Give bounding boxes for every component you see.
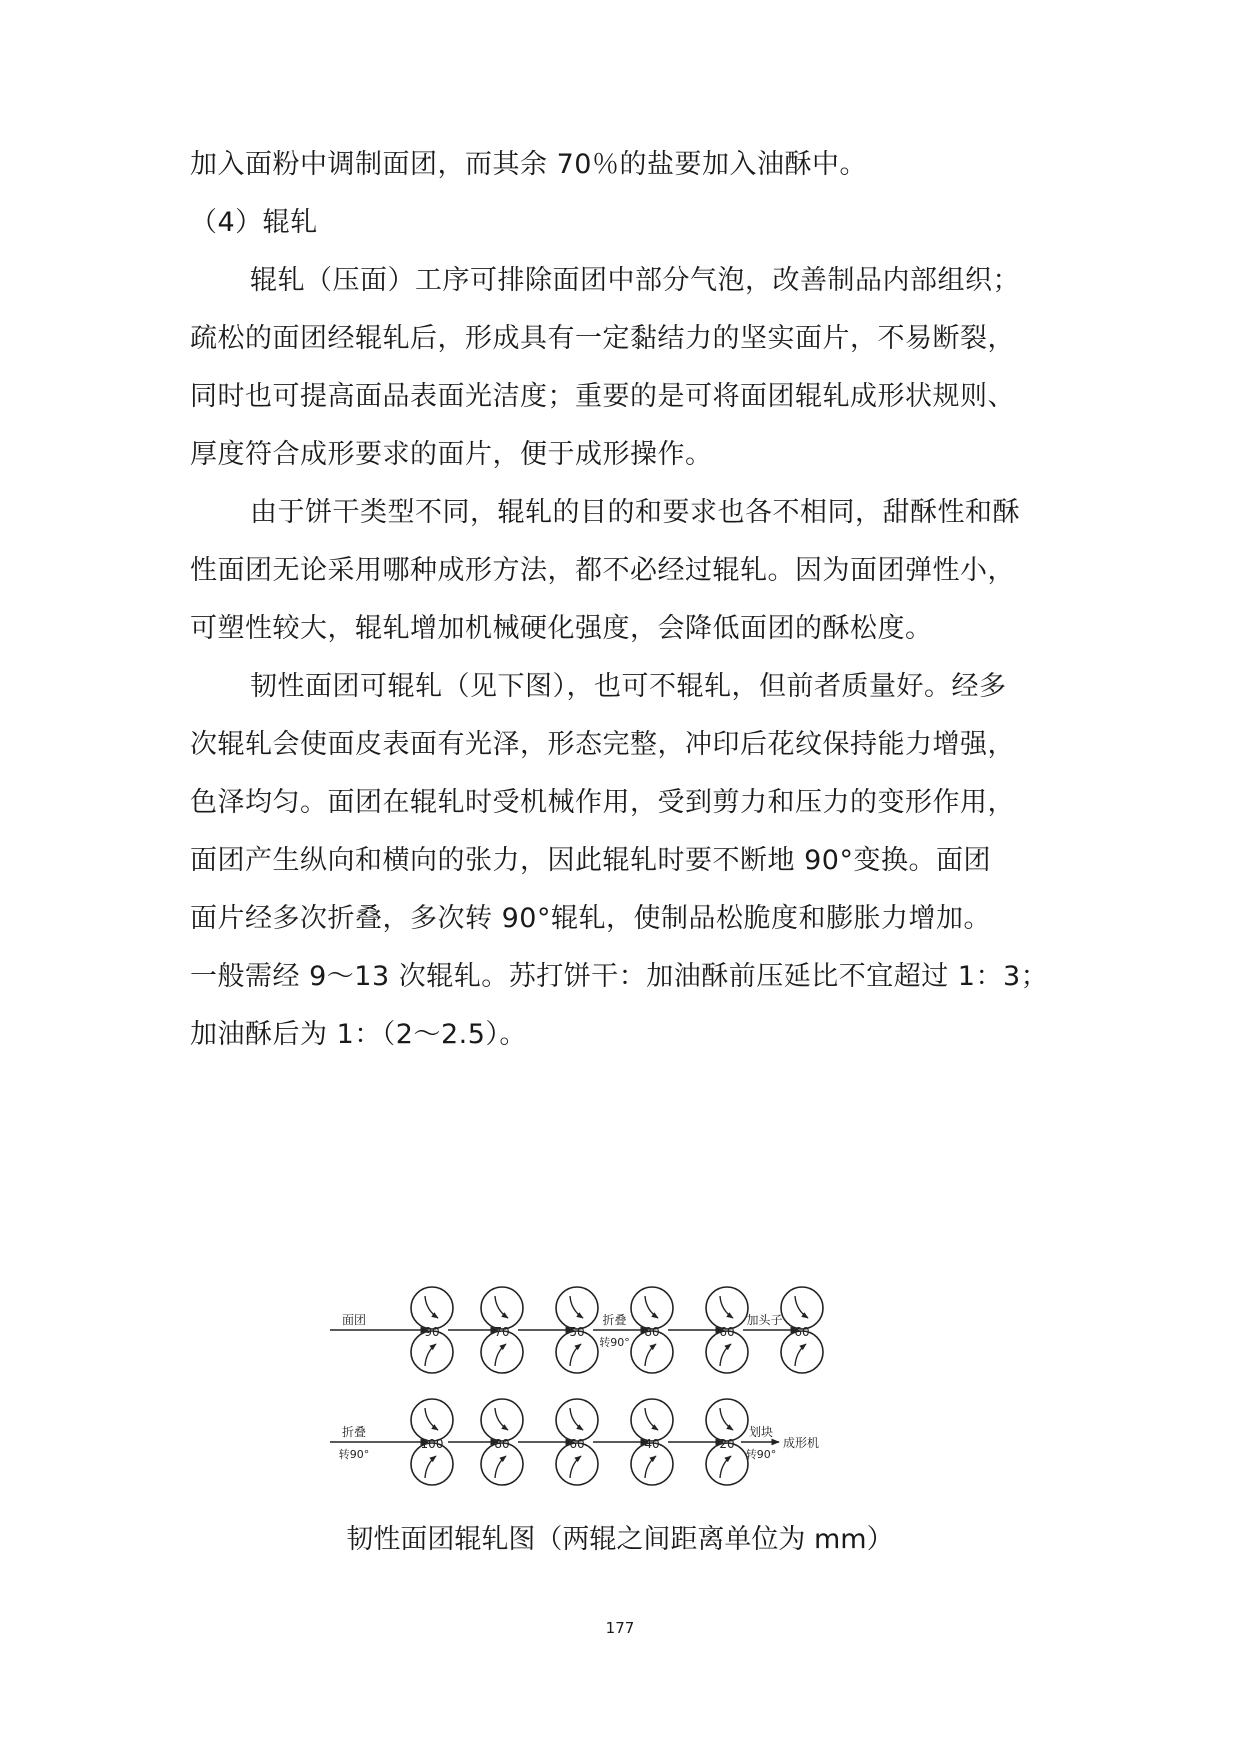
rotation-arrow-icon xyxy=(645,1296,658,1318)
process-note: 折叠 xyxy=(602,1313,627,1327)
roller-top xyxy=(781,1287,823,1329)
paragraph-line: 次辊轧会使面皮表面有光泽，形态完整，冲印后花纹保持能力增强， xyxy=(190,729,1015,760)
process-note: 折叠 xyxy=(341,1425,367,1439)
rotation-arrow-icon xyxy=(495,1296,508,1318)
rolling-diagram xyxy=(330,1270,930,1520)
paragraph-line: 色泽均匀。面团在辊轧时受机械作用，受到剪力和压力的变形作用， xyxy=(190,787,1015,818)
rotation-arrow-icon xyxy=(425,1456,436,1478)
rotation-arrow-icon xyxy=(645,1344,656,1366)
roller-top xyxy=(556,1287,598,1329)
roller-top xyxy=(706,1287,748,1329)
page-number: 177 xyxy=(605,1619,635,1637)
gap-value: 80 xyxy=(494,1437,510,1451)
roller-top xyxy=(411,1287,453,1329)
gap-value: 100 xyxy=(420,1437,444,1451)
gap-value: 60 xyxy=(719,1325,735,1339)
paragraph-line: 性面团无论采用哪种成形方法，都不必经过辊轧。因为面团弹性小， xyxy=(190,555,1015,586)
end-label: 成形机 xyxy=(783,1436,820,1450)
start-label: 面团 xyxy=(341,1313,367,1327)
process-note: 转90° xyxy=(745,1448,777,1461)
roller-top xyxy=(481,1399,523,1441)
rotation-arrow-icon xyxy=(645,1456,656,1478)
rotation-arrow-icon xyxy=(495,1456,506,1478)
paragraph-line: 可塑性较大，辊轧增加机械硬化强度，会降低面团的酥松度。 xyxy=(190,613,933,644)
rotation-arrow-icon xyxy=(720,1456,731,1478)
rotation-arrow-icon xyxy=(425,1408,438,1430)
roller-top xyxy=(556,1399,598,1441)
roller-top xyxy=(631,1399,673,1441)
process-note: 加头子 xyxy=(746,1313,783,1327)
paragraph-line: 韧性面团可辊轧（见下图），也可不辊轧，但前者质量好。经多 xyxy=(250,671,1007,702)
gap-value: 80 xyxy=(644,1325,660,1339)
roller-top xyxy=(411,1399,453,1441)
gap-value: 60 xyxy=(569,1437,585,1451)
rotation-arrow-icon xyxy=(495,1344,506,1366)
paragraph-line: 同时也可提高面品表面光洁度；重要的是可将面团辊轧成形状规则、 xyxy=(190,381,1015,412)
rotation-arrow-icon xyxy=(425,1296,438,1318)
process-note: 转90° xyxy=(338,1448,370,1461)
paragraph-line: 辊轧（压面）工序可排除面团中部分气泡，改善制品内部组织； xyxy=(250,265,1020,296)
gap-value: 90 xyxy=(424,1325,440,1339)
gap-value: 40 xyxy=(644,1437,660,1451)
process-note: 划块 xyxy=(748,1425,774,1439)
roller-top xyxy=(631,1287,673,1329)
gap-value: 50 xyxy=(569,1325,585,1339)
paragraph-line: 加油酥后为 1：（2～2.5）。 xyxy=(190,1019,527,1050)
process-note: 转90° xyxy=(599,1336,630,1349)
gap-value: 60 xyxy=(794,1325,810,1339)
rotation-arrow-icon xyxy=(570,1408,583,1430)
roller-top xyxy=(706,1399,748,1441)
rotation-arrow-icon xyxy=(720,1408,733,1430)
figure-caption: 韧性面团辊轧图（两辊之间距离单位为 mm） xyxy=(346,1524,894,1555)
rotation-arrow-icon xyxy=(795,1296,808,1318)
paragraph-line: 加入面粉中调制面团，而其余 70％的盐要加入油酥中。 xyxy=(190,149,867,180)
paragraph-line: 由于饼干类型不同，辊轧的目的和要求也各不相同，甜酥性和酥 xyxy=(250,497,1020,528)
roller-top xyxy=(481,1287,523,1329)
section-heading: （4）辊轧 xyxy=(190,207,318,238)
paragraph-line: 厚度符合成形要求的面片，便于成形操作。 xyxy=(190,439,713,470)
rotation-arrow-icon xyxy=(570,1296,583,1318)
rotation-arrow-icon xyxy=(720,1344,731,1366)
diagram-row-2 xyxy=(330,1399,819,1485)
rotation-arrow-icon xyxy=(720,1296,733,1318)
rotation-arrow-icon xyxy=(795,1344,806,1366)
gap-value: 20 xyxy=(719,1437,735,1451)
paragraph-line: 疏松的面团经辊轧后，形成具有一定黏结力的坚实面片，不易断裂， xyxy=(190,323,1015,354)
rotation-arrow-icon xyxy=(570,1456,581,1478)
paragraph-line: 面片经多次折叠，多次转 90°辊轧，使制品松脆度和膨胀力增加。 xyxy=(190,903,991,934)
rotation-arrow-icon xyxy=(645,1408,658,1430)
rotation-arrow-icon xyxy=(495,1408,508,1430)
gap-value: 70 xyxy=(494,1325,510,1339)
rotation-arrow-icon xyxy=(570,1344,581,1366)
paragraph-line: 一般需经 9～13 次辊轧。苏打饼干：加油酥前压延比不宜超过 1：3； xyxy=(190,961,1049,992)
rotation-arrow-icon xyxy=(425,1344,436,1366)
diagram-row-1 xyxy=(330,1287,823,1373)
paragraph-line: 面团产生纵向和横向的张力，因此辊轧时要不断地 90°变换。面团 xyxy=(190,845,991,876)
